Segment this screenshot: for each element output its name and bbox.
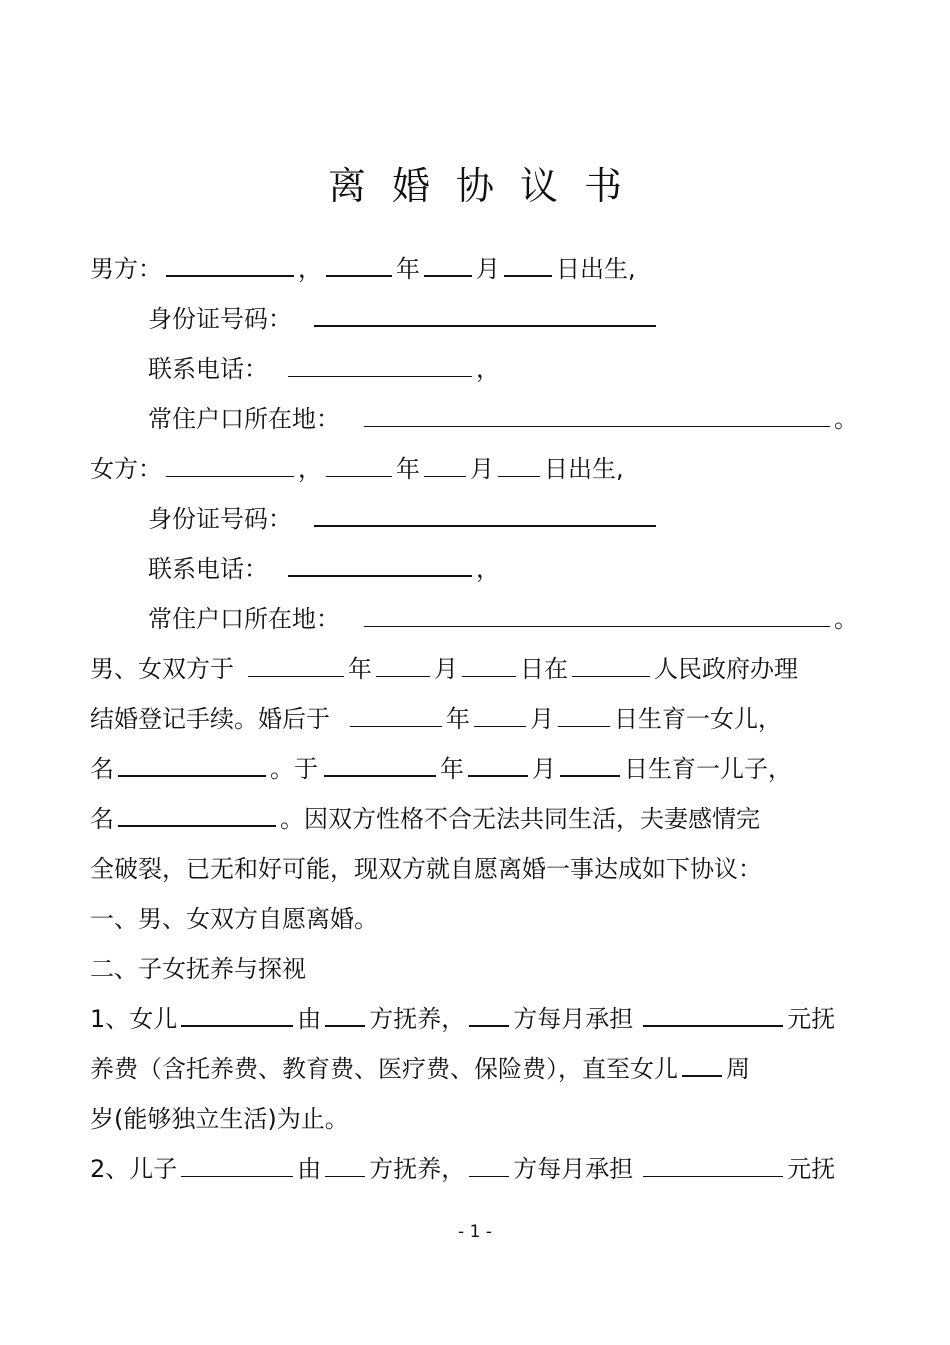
marriage-line-1: 男、女双方于 年 月 日在 人民政府办理 <box>90 655 798 683</box>
son-name-blank[interactable] <box>118 803 276 827</box>
female-id-line: 身份证号码： <box>148 502 928 536</box>
female-address-blank[interactable] <box>364 604 830 627</box>
daughter-birth-year-blank[interactable] <box>350 704 442 727</box>
son-birth-day-blank[interactable] <box>560 753 620 777</box>
female-birth-year-blank[interactable] <box>326 454 392 477</box>
marriage-line-4: 名 。因双方性格不合无法共同生活，夫妻感情完 <box>90 805 760 833</box>
male-birth-day-blank[interactable] <box>504 253 552 277</box>
marriage-line-5: 全破裂，已无和好可能，现双方就自愿离婚一事达成如下协议： <box>90 855 762 883</box>
female-name-blank[interactable] <box>166 454 294 477</box>
male-name-blank[interactable] <box>166 253 294 277</box>
daughter-support-amount-blank[interactable] <box>643 1003 783 1027</box>
male-phone-line: 联系电话： ， <box>148 355 500 383</box>
page-number: - 1 - <box>458 1222 492 1242</box>
clause-1: 一、男、女双方自愿离婚。 <box>90 905 378 933</box>
male-birth-line: 男方： ， 年 月 日出生, <box>90 255 636 283</box>
daughter-birth-day-blank[interactable] <box>558 704 610 727</box>
son-custodian-blank[interactable] <box>181 1154 293 1177</box>
male-birth-month-blank[interactable] <box>424 253 472 277</box>
male-id-blank[interactable] <box>314 303 656 327</box>
marriage-day-blank[interactable] <box>462 654 516 677</box>
male-address-line: 常住户口所在地： 。 <box>148 405 858 433</box>
son-birth-month-blank[interactable] <box>468 753 528 777</box>
female-label: 女方： <box>90 455 162 483</box>
son-support-amount-blank[interactable] <box>643 1154 783 1177</box>
clause-2-item-2-line-1: 2、儿子 由 方抚养， 方每月承担 元抚 <box>90 1155 836 1183</box>
son-birth-year-blank[interactable] <box>324 753 436 777</box>
marriage-line-2: 结婚登记手续。婚后于 年 月 日生育一女儿， <box>90 705 782 733</box>
son-custody-party-blank[interactable] <box>325 1154 365 1177</box>
daughter-birth-month-blank[interactable] <box>474 704 526 727</box>
female-id-blank[interactable] <box>314 503 656 527</box>
document-title: 离婚协议书 <box>327 164 648 208</box>
daughter-custody-party-blank[interactable] <box>325 1003 365 1027</box>
daughter-custodian-blank[interactable] <box>181 1003 293 1027</box>
female-phone-blank[interactable] <box>288 553 472 577</box>
female-birth-line: 女方： ， 年 月 日出生, <box>90 455 624 483</box>
female-birth-day-blank[interactable] <box>498 454 540 477</box>
clause-2-item-1-line-2: 养费（含托养费、教育费、医疗费、保险费），直至女儿 周 <box>90 1055 750 1083</box>
male-phone-blank[interactable] <box>288 354 472 377</box>
daughter-name-blank[interactable] <box>118 753 266 777</box>
clause-2-item-1-line-3: 岁(能够独立生活)为止。 <box>90 1105 349 1133</box>
female-address-line: 常住户口所在地： 。 <box>148 605 858 633</box>
marriage-month-blank[interactable] <box>376 654 430 677</box>
female-birth-month-blank[interactable] <box>424 454 466 477</box>
male-id-line: 身份证号码： <box>148 302 928 336</box>
clause-2-heading: 二、子女抚养与探视 <box>90 955 306 983</box>
marriage-year-blank[interactable] <box>248 654 344 677</box>
male-label: 男方： <box>90 255 162 283</box>
marriage-line-3: 名 。于 年 月 日生育一儿子， <box>90 755 792 783</box>
male-address-blank[interactable] <box>364 404 830 427</box>
clause-2-item-1-line-1: 1、女儿 由 方抚养， 方每月承担 元抚 <box>90 1005 836 1033</box>
daughter-age-blank[interactable] <box>682 1053 722 1077</box>
daughter-payer-party-blank[interactable] <box>469 1003 509 1027</box>
son-payer-party-blank[interactable] <box>469 1154 509 1177</box>
male-birth-year-blank[interactable] <box>326 253 392 277</box>
marriage-government-blank[interactable] <box>572 654 650 677</box>
female-phone-line: 联系电话： ， <box>148 555 500 583</box>
